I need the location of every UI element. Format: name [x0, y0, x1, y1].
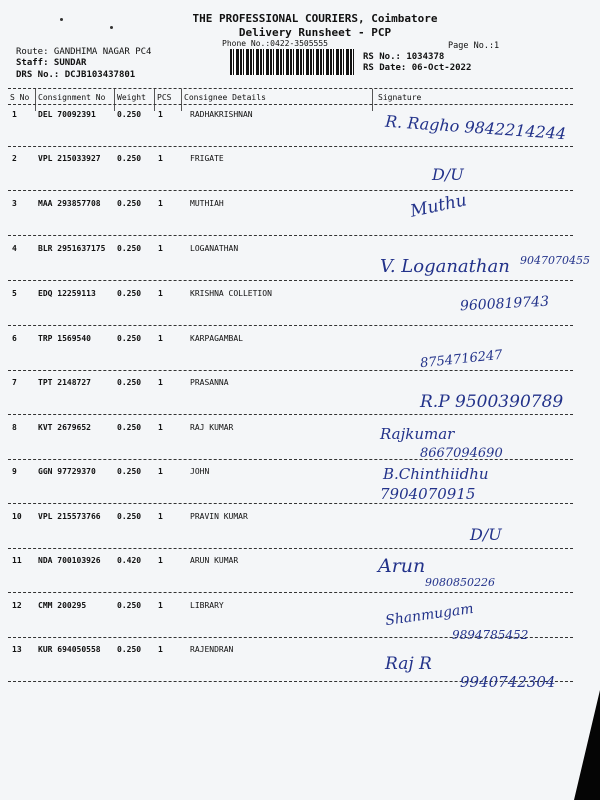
company-title: THE PROFESSIONAL COURIERS, Coimbatore	[192, 12, 438, 25]
row-sno: 10	[12, 512, 22, 521]
row-pcs: 1	[158, 110, 163, 119]
scan-speck	[110, 26, 113, 29]
row-consignment: CMM 200295	[38, 601, 87, 610]
row-consignment: TPT 2148727	[38, 378, 91, 387]
drs-number: DRS No.: DCJB103437801	[16, 70, 136, 80]
row-sno: 13	[12, 645, 22, 654]
row-weight: 0.250	[117, 289, 142, 298]
signature-5: 9600819743	[459, 293, 550, 315]
row-consignment: DEL 70092391	[38, 110, 96, 119]
row-consignee: FRIGATE	[190, 154, 224, 163]
route: Route: GANDHIMA NAGAR PC4	[16, 47, 152, 57]
col-divider	[181, 89, 182, 111]
phone-13: 9940742304	[460, 673, 556, 691]
row-consignment: EDQ 12259113	[38, 289, 96, 298]
scan-edge-shadow	[574, 690, 600, 800]
runsheet-title: Delivery Runsheet - PCP	[238, 26, 392, 39]
col-divider	[35, 89, 36, 111]
row-sno: 1	[12, 110, 17, 119]
row-sno: 9	[12, 467, 17, 476]
row-sno: 7	[12, 378, 17, 387]
col-signature: Signature	[378, 93, 422, 102]
row-pcs: 1	[158, 289, 163, 298]
signature-6: 8754716247	[419, 347, 504, 372]
row-separator	[8, 280, 573, 281]
row-consignee: RAJ KUMAR	[190, 423, 234, 432]
row-weight: 0.250	[117, 645, 142, 654]
row-separator	[8, 503, 573, 504]
row-consignee: KRISHNA COLLETION	[190, 289, 272, 298]
row-pcs: 1	[158, 154, 163, 163]
row-weight: 0.250	[117, 244, 142, 253]
row-weight: 0.250	[117, 110, 142, 119]
row-pcs: 1	[158, 601, 163, 610]
row-separator	[8, 370, 573, 371]
row-consignment: KVT 2679652	[38, 423, 91, 432]
row-pcs: 1	[158, 512, 163, 521]
signature-3: Muthu	[408, 190, 469, 222]
row-pcs: 1	[158, 334, 163, 343]
row-consignment: MAA 293857708	[38, 199, 101, 208]
row-weight: 0.250	[117, 423, 142, 432]
rs-date: RS Date: 06-Oct-2022	[363, 63, 472, 73]
row-pcs: 1	[158, 645, 163, 654]
staff: Staff: SUNDAR	[16, 58, 87, 68]
row-consignment: KUR 694050558	[38, 645, 101, 654]
row-weight: 0.250	[117, 378, 142, 387]
row-weight: 0.250	[117, 512, 142, 521]
row-consignment: GGN 97729370	[38, 467, 96, 476]
signature-11: Arun	[378, 555, 426, 577]
row-pcs: 1	[158, 244, 163, 253]
signature-12: Shanmugam	[384, 600, 475, 630]
col-divider	[154, 89, 155, 111]
rs-number: RS No.: 1034378	[363, 52, 445, 62]
row-sno: 4	[12, 244, 17, 253]
row-pcs: 1	[158, 467, 163, 476]
phone-4: 9047070455	[520, 254, 590, 267]
row-sno: 3	[12, 199, 17, 208]
row-consignee: LOGANATHAN	[190, 244, 239, 253]
row-sno: 12	[12, 601, 22, 610]
row-separator	[8, 414, 573, 415]
col-weight: Weight	[117, 93, 146, 102]
col-divider	[114, 89, 115, 111]
row-separator	[8, 235, 573, 236]
row-pcs: 1	[158, 378, 163, 387]
row-sno: 6	[12, 334, 17, 343]
row-consignee: KARPAGAMBAL	[190, 334, 243, 343]
row-weight: 0.250	[117, 199, 142, 208]
col-consignment: Consignment No	[38, 93, 106, 102]
row-separator	[8, 190, 573, 191]
row-pcs: 1	[158, 556, 163, 565]
phone-12: 9894785452	[452, 628, 529, 642]
row-consignee: JOHN	[190, 467, 210, 476]
header-rule-bottom	[8, 104, 573, 105]
row-weight: 0.250	[117, 154, 142, 163]
row-weight: 0.420	[117, 556, 142, 565]
row-consignee: PRASANNA	[190, 378, 229, 387]
phone-11: 9080850226	[425, 576, 495, 589]
col-divider	[372, 89, 373, 111]
row-sno: 2	[12, 154, 17, 163]
row-separator	[8, 592, 573, 593]
row-weight: 0.250	[117, 467, 142, 476]
row-weight: 0.250	[117, 601, 142, 610]
row-consignment: NDA 700103926	[38, 556, 101, 565]
row-consignee: ARUN KUMAR	[190, 556, 239, 565]
row-consignee: RAJENDRAN	[190, 645, 234, 654]
signature-1: R. Ragho 9842214244	[384, 111, 567, 144]
signature-7: R.P 9500390789	[420, 392, 564, 412]
row-consignment: VPL 215033927	[38, 154, 101, 163]
row-consignment: TRP 1569540	[38, 334, 91, 343]
col-sno: S No	[10, 93, 30, 102]
signature-4: V. Loganathan	[380, 256, 510, 277]
row-consignment: BLR 2951637175	[38, 244, 106, 253]
row-weight: 0.250	[117, 334, 142, 343]
row-consignee: RADHAKRISHNAN	[190, 110, 253, 119]
row-consignment: VPL 215573766	[38, 512, 101, 521]
row-separator	[8, 325, 573, 326]
row-separator	[8, 146, 573, 147]
row-sno: 5	[12, 289, 17, 298]
col-pcs: PCS	[157, 93, 172, 102]
signature-9: B.Chinthiidhu	[383, 465, 489, 483]
signature-13: Raj R	[385, 654, 432, 674]
header-rule-top	[8, 88, 573, 89]
row-sno: 8	[12, 423, 17, 432]
col-consignee: Consignee Details	[184, 93, 266, 102]
signature-8: Rajkumar	[380, 425, 455, 443]
row-pcs: 1	[158, 423, 163, 432]
scan-speck	[60, 18, 63, 21]
phone-number: Phone No.:0422-3505555	[222, 39, 328, 48]
row-sno: 11	[12, 556, 22, 565]
page-number: Page No.:1	[448, 41, 500, 51]
row-separator	[8, 548, 573, 549]
du-mark-2: D/U	[432, 165, 464, 184]
row-consignee: PRAVIN KUMAR	[190, 512, 248, 521]
barcode	[230, 49, 354, 75]
row-consignee: MUTHIAH	[190, 199, 224, 208]
row-consignee: LIBRARY	[190, 601, 224, 610]
row-pcs: 1	[158, 199, 163, 208]
phone-8: 8667094690	[420, 446, 503, 461]
du-mark-10: D/U	[470, 525, 502, 544]
phone-9: 7904070915	[380, 485, 476, 503]
